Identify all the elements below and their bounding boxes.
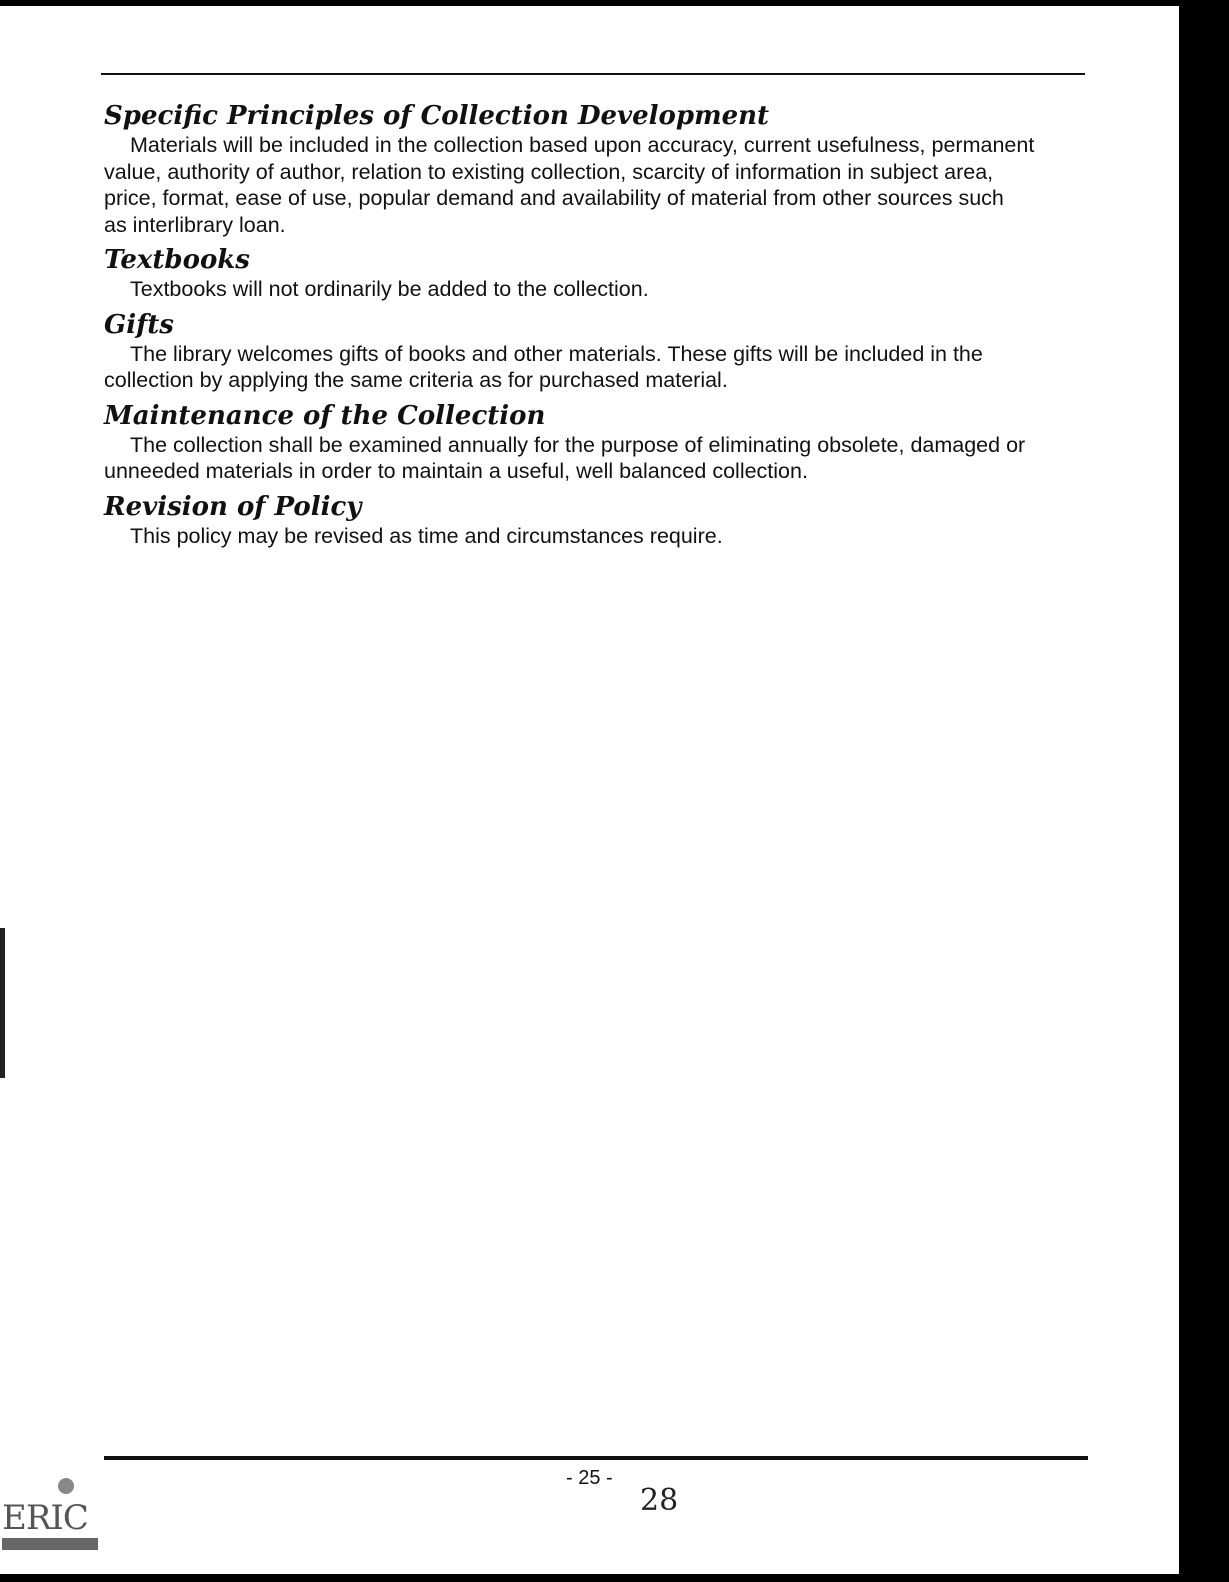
paragraph-line: Textbooks will not ordinarily be added to the collection.	[130, 277, 649, 301]
scan-edge-bottom	[0, 1574, 1229, 1582]
section-heading: Revision of Policy	[104, 491, 362, 522]
document-body	[104, 100, 1089, 555]
eric-logo	[2, 1478, 98, 1564]
page-number: - 25 -	[566, 1467, 613, 1489]
bottom-rule	[104, 1456, 1088, 1460]
section-heading: Textbooks	[104, 245, 250, 275]
section-gifts	[104, 309, 1089, 394]
top-rule	[101, 73, 1085, 75]
section-paragraph	[104, 276, 1089, 303]
section-textbooks	[104, 244, 1089, 303]
paragraph-line: This policy may be revised as time and circumstances require.	[130, 523, 723, 548]
section-heading: Gifts	[104, 309, 174, 340]
eric-logo-text: ERIC	[2, 1498, 88, 1538]
section-principles	[104, 100, 1089, 238]
section-paragraph	[104, 523, 1089, 550]
scan-edge-top	[0, 0, 1229, 6]
paragraph-line: as interlibrary loan.	[104, 212, 286, 237]
scan-edge-left-mark	[0, 928, 5, 1078]
paragraph-line: unneeded materials in order to maintain a useful, well balanced collection.	[104, 459, 808, 483]
section-maintenance	[104, 400, 1089, 485]
eric-logo-strip	[2, 1538, 98, 1550]
section-heading: Maintenance of the Collection	[104, 400, 546, 431]
scan-edge-right	[1179, 0, 1229, 1582]
section-paragraph	[104, 132, 1089, 238]
handwritten-page-number: 28	[640, 1483, 679, 1518]
eric-logo-dot-icon	[58, 1478, 74, 1494]
section-heading: Specific Principles of Collection Development	[104, 101, 770, 131]
paragraph-line: collection by applying the same criteria as for purchased material.	[104, 368, 728, 392]
section-paragraph	[104, 432, 1089, 485]
section-paragraph	[104, 341, 1089, 394]
paragraph-line: The library welcomes gifts of books and other materials. These gifts will be included in the	[130, 341, 983, 366]
section-revision	[104, 491, 1089, 550]
paragraph-line: price, format, ease of use, popular demand and availability of material from other sources such	[104, 186, 1004, 210]
paragraph-line: Materials will be included in the collection based upon accuracy, current usefulness, permanent	[130, 133, 1035, 157]
paragraph-line: value, authority of author, relation to existing collection, scarcity of information in subject area,	[104, 159, 994, 184]
paragraph-line: The collection shall be examined annually for the purpose of eliminating obsolete, damaged or	[130, 432, 1026, 457]
